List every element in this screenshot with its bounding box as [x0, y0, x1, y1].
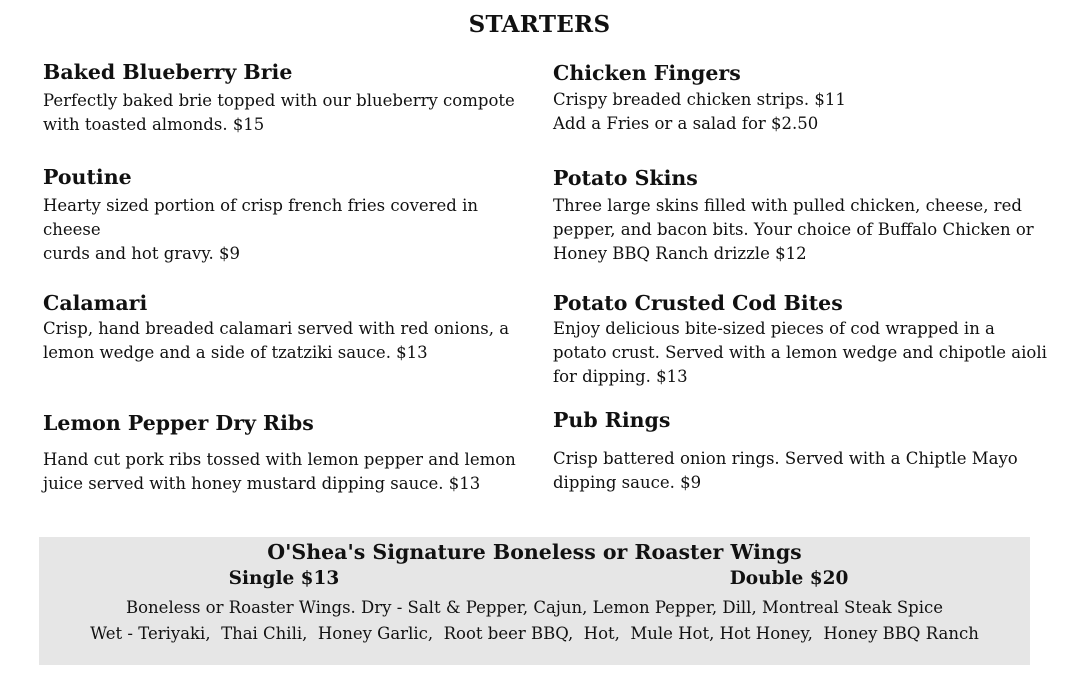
menu-item-chicken-fingers	[553, 60, 1053, 136]
item-name: Potato Skins	[553, 166, 698, 190]
menu-item-lemon-pepper-dry-ribs	[43, 410, 523, 496]
menu-item-poutine	[43, 164, 523, 266]
item-description: Hand cut pork ribs tossed with lemon pepper and lemon juice served with honey mustard dipping sauce. $13	[43, 450, 516, 493]
item-name: Lemon Pepper Dry Ribs	[43, 411, 314, 435]
wings-title: O'Shea's Signature Boneless or Roaster Wings	[267, 540, 802, 564]
wings-wet-flavors: Wet - Teriyaki, Thai Chili, Honey Garlic, Root beer BBQ, Hot, Mule Hot, Hot Honey, Honey BBQ Ranch	[90, 624, 979, 643]
item-name: Potato Crusted Cod Bites	[553, 291, 843, 315]
wings-single-price: Single $13	[228, 568, 340, 589]
item-description: Hearty sized portion of crisp french fries covered in cheese curds and hot gravy. $9	[43, 196, 479, 263]
wings-dry-flavors: Boneless or Roaster Wings. Dry - Salt & Pepper, Cajun, Lemon Pepper, Dill, Montreal Steak Spice	[126, 598, 943, 617]
item-description: Crispy breaded chicken strips. $11 Add a Fries or a salad for $2.50	[553, 90, 846, 133]
signature-wings-panel	[39, 537, 1030, 665]
menu-item-potato-skins	[553, 165, 1053, 266]
item-description: Enjoy delicious bite-sized pieces of cod wrapped in a potato crust. Served with a lemon wedge and chipotle aioli for dipping. $13	[553, 319, 1047, 386]
item-description: Crisp battered onion rings. Served with a Chiptle Mayo dipping sauce. $9	[553, 449, 1018, 492]
item-description: Crisp, hand breaded calamari served with red onions, a lemon wedge and a side of tzatziki sauce. $13	[43, 319, 510, 362]
item-name: Chicken Fingers	[553, 61, 741, 85]
menu-item-potato-crusted-cod-bites	[553, 290, 1053, 389]
wings-double-price: Double $20	[729, 568, 849, 589]
item-name: Baked Blueberry Brie	[43, 60, 293, 84]
menu-item-pub-rings	[553, 407, 1053, 495]
section-heading: STARTERS	[468, 11, 611, 38]
item-name: Calamari	[43, 291, 148, 315]
item-description: Perfectly baked brie topped with our blueberry compote with toasted almonds. $15	[43, 91, 515, 134]
item-name: Poutine	[43, 165, 132, 189]
menu-item-calamari	[43, 290, 523, 365]
item-description: Three large skins filled with pulled chicken, cheese, red pepper, and bacon bits. Your choice of Buffalo Chicken or Honey BBQ Ranch drizzle $12	[553, 196, 1034, 263]
menu-item-baked-blueberry-brie	[43, 59, 523, 137]
item-name: Pub Rings	[553, 408, 671, 432]
